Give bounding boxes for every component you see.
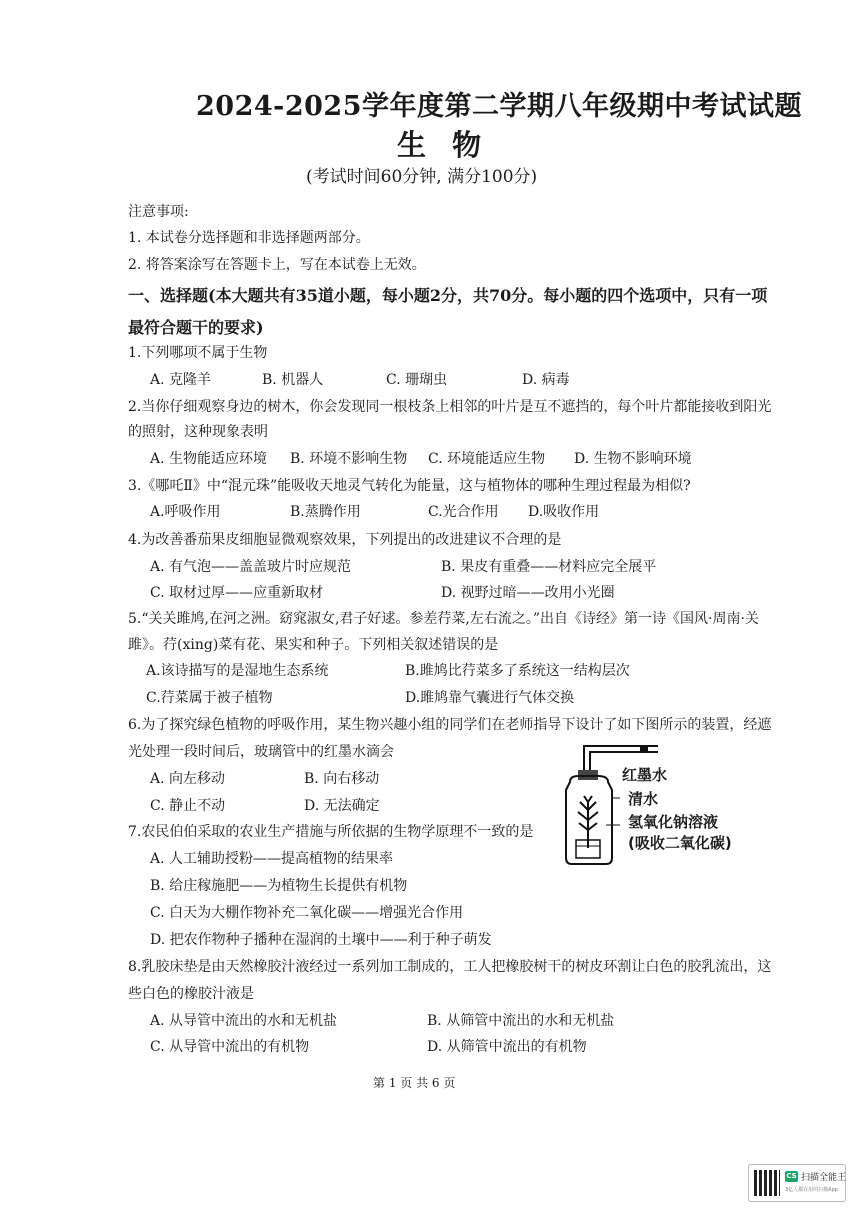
option: D. 无法确定 [304, 798, 380, 814]
option: A. 从导管中流出的水和无机盐 [150, 1013, 338, 1029]
question-stem: 5.“关关雎鸠,在河之洲。窈窕淑女,君子好逑。参差荇菜,左右流之。”出自《诗经》第一诗《国风·周南·关 [128, 611, 759, 627]
option: C. 从导管中流出的有机物 [150, 1039, 310, 1055]
question-stem: 8.乳胶床垫是由天然橡胶汁液经过一系列加工制成的，工人把橡胶树干的树皮环割让白色的胶乳流出，这 [128, 959, 772, 975]
question-stem: 2.当你仔细观察身边的树木，你会发现同一根枝条上相邻的叶片是互不遮挡的，每个叶片都能接收到阳光 [128, 399, 772, 415]
option: D. 把农作物种子播种在湿润的土壤中——利于种子萌发 [150, 932, 492, 948]
option: B. 向右移动 [304, 771, 380, 787]
option: D. 生物不影响环境 [574, 451, 692, 467]
option: D.雎鸠靠气囊进行气体交换 [405, 690, 575, 706]
figure-label-red-ink: 红墨水 [622, 766, 668, 784]
option: A.呼吸作用 [150, 504, 221, 520]
question-stem: 7.农民伯伯采取的农业生产措施与所依据的生物学原理不一致的是 [128, 824, 534, 840]
option: A.该诗描写的是湿地生态系统 [146, 663, 329, 679]
exam-title: 2024-2025学年度第二学期八年级期中考试试题 [196, 91, 802, 122]
option: B.雎鸠比荇菜多了系统这一结构层次 [405, 663, 630, 679]
option: C.光合作用 [428, 504, 499, 520]
option: A. 向左移动 [150, 771, 226, 787]
question-stem: 3.《哪吒Ⅱ》中“混元珠”能吸收天地灵气转化为能量，这与植物体的哪种生理过程最为相似? [128, 478, 691, 494]
option: B. 机器人 [262, 372, 324, 388]
exam-time-note: (考试时间60分钟, 满分100分) [306, 167, 538, 187]
option: C. 白天为大棚作物补充二氧化碳——增强光合作用 [150, 905, 464, 921]
figure-label-absorb-co2: (吸收二氧化碳) [628, 834, 732, 852]
option: B. 从筛管中流出的水和无机盐 [427, 1013, 615, 1029]
scanner-watermark-badge [748, 1164, 846, 1202]
option: C. 环境能适应生物 [428, 451, 546, 467]
question-stem: 些白色的橡胶汁液是 [128, 986, 254, 1002]
option: C. 静止不动 [150, 798, 226, 814]
option: A. 有气泡——盖盖玻片时应规范 [150, 559, 352, 575]
qr-code-icon [754, 1170, 780, 1196]
figure-label-water: 清水 [628, 790, 659, 808]
question-stem: 4.为改善番茄果皮细胞显微观察效果，下列提出的改进建议不合理的是 [128, 532, 562, 548]
question-stem: 6.为了探究绿色植物的呼吸作用，某生物兴趣小组的同学们在老师指导下设计了如下图所示的装置，经遮 [128, 717, 772, 733]
question-stem: 雎》。荇(xing)菜有花、果实和种子。下列相关叙述错误的是 [128, 637, 499, 653]
option: D. 病毒 [522, 372, 570, 388]
note-item: 1. 本试卷分选择题和非选择题两部分。 [128, 230, 370, 246]
scanner-app-tagline: 3亿人都在用的扫描App [785, 1187, 838, 1193]
page-footer: 第 1 页 共 6 页 [373, 1076, 456, 1090]
question-stem: 光处理一段时间后，玻璃管中的红墨水滴会 [128, 744, 394, 760]
note-item: 2. 将答案涂写在答题卡上，写在本试卷上无效。 [128, 257, 426, 273]
question-stem: 1.下列哪项不属于生物 [128, 345, 268, 361]
option: D. 视野过暗——改用小光圈 [441, 585, 615, 601]
option: A. 生物能适应环境 [150, 451, 268, 467]
camscanner-logo: CS [786, 1172, 797, 1180]
option: B.蒸腾作用 [290, 504, 361, 520]
option: B. 果皮有重叠——材料应完全展平 [441, 559, 657, 575]
option: C.荇菜属于被子植物 [146, 690, 273, 706]
respiration-apparatus-figure [560, 740, 750, 870]
option: B. 给庄稼施肥——为植物生长提供有机物 [150, 878, 408, 894]
option: C. 取材过厚——应重新取材 [150, 585, 324, 601]
figure-label-naoh: 氢氧化钠溶液 [628, 813, 719, 831]
option: C. 珊瑚虫 [386, 372, 448, 388]
option: D. 从筛管中流出的有机物 [427, 1039, 587, 1055]
option: D.吸收作用 [528, 504, 600, 520]
option: A. 人工辅助授粉——提高植物的结果率 [150, 851, 394, 867]
option: A. 克隆羊 [150, 372, 212, 388]
section-heading: 一、选择题(本大题共有35道小题，每小题2分，共70分。每小题的四个选项中，只有一项 [128, 286, 768, 305]
notes-heading: 注意事项: [128, 204, 189, 220]
subject-title: 生 物 [397, 128, 490, 162]
scanner-app-name: 扫描全能王 [801, 1173, 847, 1183]
option: B. 环境不影响生物 [290, 451, 408, 467]
section-heading-cont: 最符合题干的要求) [128, 318, 264, 337]
question-stem: 的照射，这种现象表明 [128, 424, 268, 440]
